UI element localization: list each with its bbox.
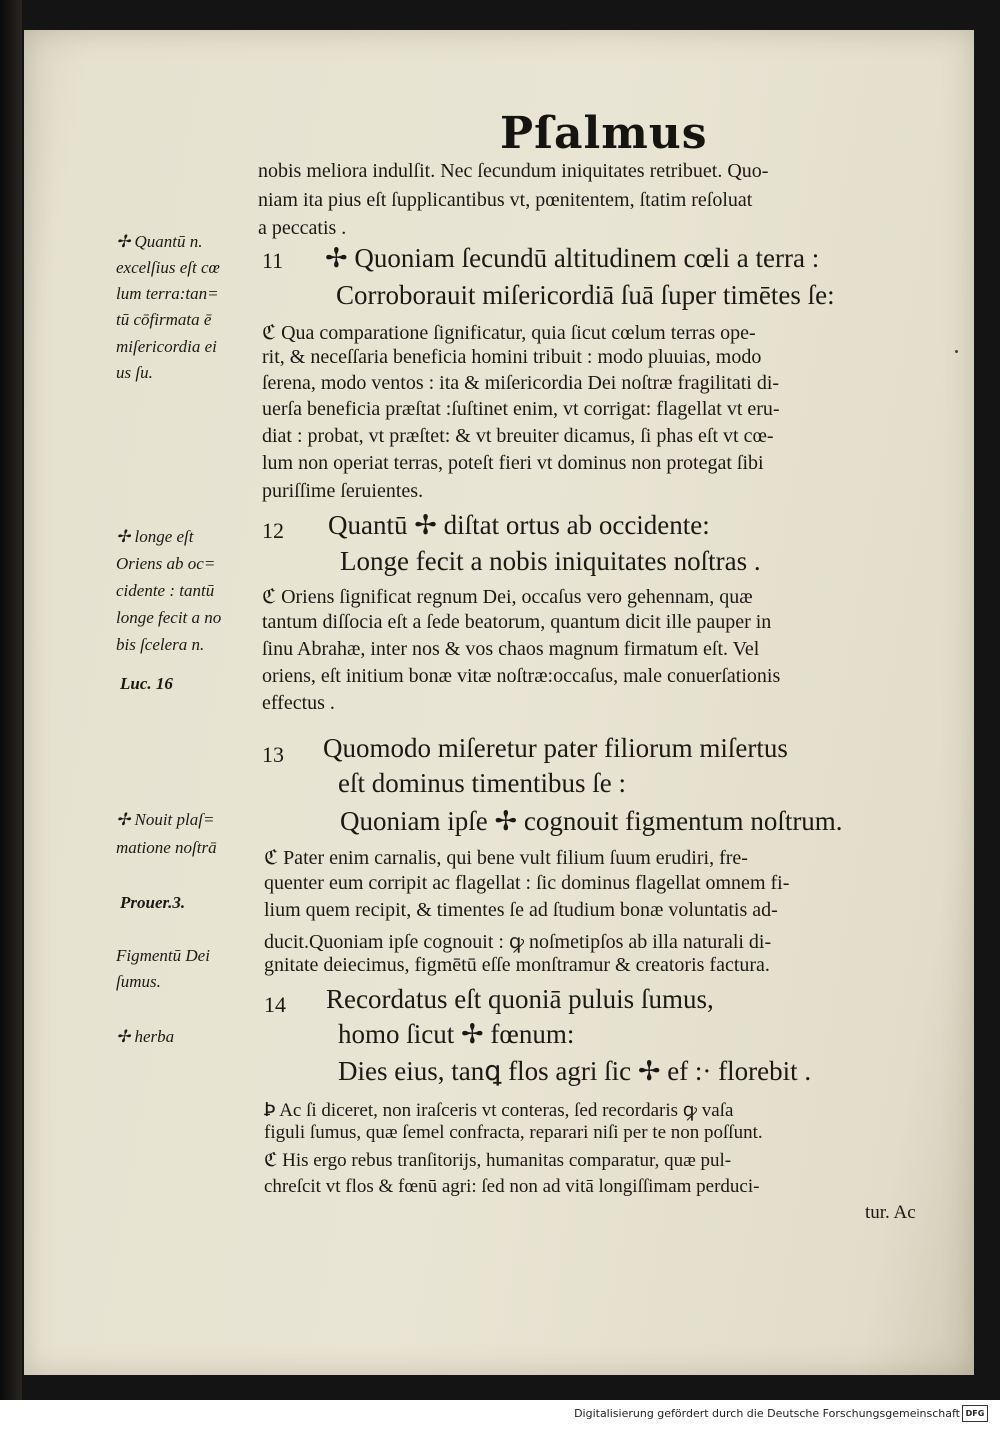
verse-number: 13 [262,742,284,767]
book-spine [0,0,22,1400]
commentary-line: ℭ Oriens ſignificat regnum Dei, occaſus vero gehennam, quæ [262,586,753,608]
margin-note: Oriens ab oc= [116,554,216,573]
margin-note: lum terra:tan= [116,284,219,303]
commentary-line: ſerena, modo ventos : ita & miſericordia Dei noſtræ fragilitati di- [262,372,780,394]
commentary-line: chreſcit vt flos & fœnū agri: ſed non ad vitā longiſſimam perduci- [264,1176,760,1197]
commentary-line: ℭ Pater enim carnalis, qui bene vult filium ſuum erudiri, fre- [264,847,748,869]
margin-note: bis ſcelera n. [116,635,205,654]
margin-reference: Luc. 16 [120,674,173,693]
dfg-logo-icon: DFG [962,1405,988,1422]
verse-number: 11 [262,248,284,273]
verse-line: homo ſicut ✢ fœnum: [338,1019,575,1049]
commentary-line: diat : probat, vt præſtet: & vt breuiter dicamus, ſi phas eſt vt cœ- [262,425,774,447]
margin-note: ✢ longe eſt [116,527,194,546]
verse-line: eſt dominus timentibus ſe : [338,768,626,798]
commentary-line: figuli ſumus, quæ ſemel confracta, reparari niſi per te non poſſunt. [264,1122,763,1143]
commentary-line: lum non operiat terras, poteſt fieri vt dominus non protegat ſibi [262,452,764,474]
margin-note: ✢ Quantū n. [116,232,203,251]
text-line: niam ita pius eſt ſupplicantibus vt, pœnitentem, ſtatim reſoluat [258,189,753,211]
commentary-line: oriens, eſt initium bonæ vitæ noſtræ:occaſus, male conuerſationis [262,665,781,687]
commentary-line: ducit.Quoniam ipſe cognouit : ꝙ noſmetipſos ab illa naturali di- [264,931,772,953]
commentary-line: gnitate deiecimus, figmētū eſſe monſtramur & creatoris factura. [264,954,770,976]
margin-note: excelſius eſt cœ [116,258,220,277]
commentary-line: lium quem recipit, & timentes ſe ad ſtudium bonæ voluntatis ad- [264,899,778,921]
verse-line: Quomodo miſeretur pater filiorum miſertus [323,733,788,763]
commentary-line: ℭ His ergo rebus tranſitorijs, humanitas comparatur, quæ pul- [264,1150,732,1171]
verse-line: Corroborauit miſericordiā ſuā ſuper timētes ſe: [336,280,835,310]
commentary-line: quenter eum corripit ac flagellat : ſic dominus flagellat omnem fi- [264,872,790,894]
text-line: nobis meliora indulſit. Nec ſecundum iniquitates retribuet. Quo- [258,160,769,182]
commentary-line: effectus . [262,692,335,714]
verse-number: 12 [262,518,284,543]
commentary-line: rit, & neceſſaria beneficia homini tribuit : modo pluuias, modo [262,346,762,368]
verse-line: Recordatus eſt quoniā puluis ſumus, [326,984,714,1014]
verse-line: Quantū ✢ diſtat ortus ab occidente: [328,510,710,540]
margin-note: us ſu. [116,363,153,382]
commentary-line: tantum diſſocia eſt a ſede beatorum, quantum dicit ille pauper in [262,611,772,633]
commentary-line: puriſſime ſeruientes. [262,480,424,502]
margin-reference: Prouer.3. [120,893,186,912]
verse-line: Longe fecit a nobis iniquitates noſtras . [340,546,761,576]
margin-note: miſericordia ei [116,337,217,356]
page-title: Pſalmus [500,108,708,159]
commentary-line: uerſa beneficia præſtat :ſuſtinet enim, vt corrigat: flagellat vt eru- [262,398,780,420]
margin-note: ſumus. [116,972,161,991]
verse-line: Dies eius, tanꝗ flos agri ſic ✢ ef :· florebit . [338,1056,812,1086]
margin-note: cidente : tantū [116,581,215,600]
commentary-line: Ꝧ Ac ſi diceret, non iraſceris vt conteras, ſed recordaris ꝙ vaſa [264,1100,734,1121]
margin-note: matione noſtrā [116,838,217,857]
margin-note: longe fecit a no [116,608,222,627]
verse-number: 14 [264,992,286,1017]
margin-note: Figmentū Dei [116,946,210,965]
verse-line: Quoniam ipſe ✢ cognouit figmentum noſtrum. [340,806,843,836]
commentary-line: ℭ Qua comparatione ſignificatur, quia ſicut cœlum terras ope- [262,322,756,344]
verse-line: ✢ Quoniam ſecundū altitudinem cœli a terra : [325,243,820,273]
text-line: a peccatis . [258,217,347,239]
margin-note: tū cōfirmata ē [116,310,212,329]
commentary-line: ſinu Abrahæ, inter nos & vos chaos magnum firmatum eſt. Vel [262,638,760,660]
funding-credit: Digitalisierung gefördert durch die Deutsche Forschungsgemeinschaft [574,1407,960,1420]
ink-speck [955,350,958,353]
catchword: tur. Ac [865,1202,916,1223]
margin-note: ✢ herba [116,1027,175,1046]
margin-note: ✢ Nouit plaſ= [116,810,215,829]
